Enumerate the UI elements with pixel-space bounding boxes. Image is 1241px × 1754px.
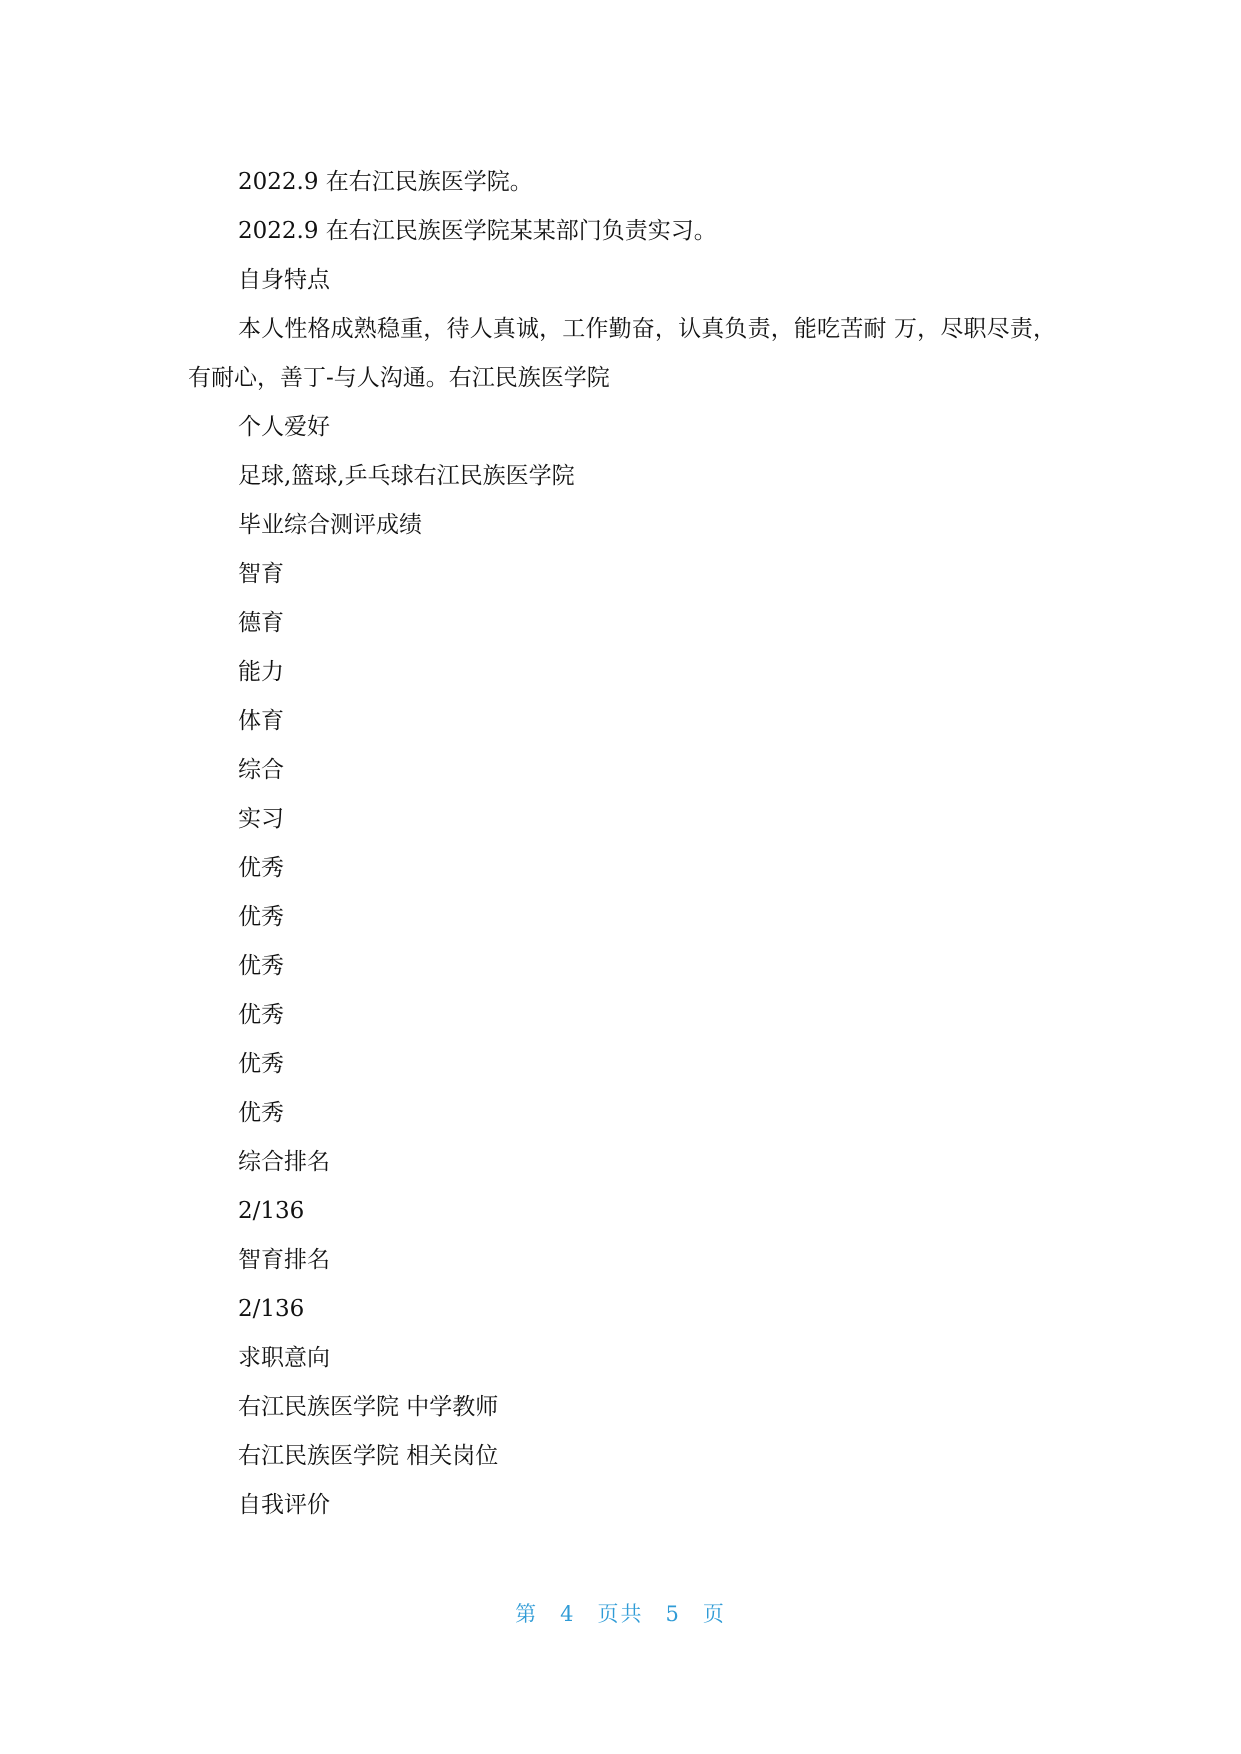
paragraph-hobbies: 足球,篮球,乒乓球右江民族医学院 [238, 463, 575, 489]
heading-hobbies: 个人爱好 [238, 414, 330, 440]
score-label-intellectual: 智育 [238, 561, 284, 587]
score-value: 优秀 [238, 953, 284, 979]
overall-rank-value: 2/136 [238, 1198, 305, 1224]
score-value: 优秀 [238, 1051, 284, 1077]
score-label-overall: 综合 [238, 757, 284, 783]
score-value: 优秀 [238, 855, 284, 881]
footer-prefix: 第 [515, 1602, 539, 1626]
document-body [188, 158, 1056, 1530]
paragraph-personal-traits: 本人性格成熟稳重，待人真诚，工作勤奋，认真负责，能吃苦耐 万，尽职尽责，有耐心，善丁-与人沟通。右江民族医学院 [188, 316, 1056, 391]
footer-current-page: 4 [560, 1602, 576, 1626]
heading-job-intention: 求职意向 [238, 1345, 330, 1371]
paragraph-internship-date: 2022.9 在右江民族医学院。 [238, 169, 533, 195]
footer-total-pages: 5 [665, 1602, 681, 1626]
intellectual-rank-value: 2/136 [238, 1296, 305, 1322]
score-label-internship: 实习 [238, 806, 284, 832]
score-label-moral: 德育 [238, 610, 284, 636]
score-label-ability: 能力 [238, 659, 284, 685]
page-footer [0, 1598, 1241, 1628]
paragraph-internship-detail: 2022.9 在右江民族医学院某某部门负责实习。 [238, 218, 717, 244]
footer-middle: 页共 [597, 1602, 644, 1626]
score-label-physical: 体育 [238, 708, 284, 734]
heading-personal-traits: 自身特点 [238, 267, 330, 293]
job-intention-item: 右江民族医学院 中学教师 [238, 1394, 499, 1420]
heading-intellectual-rank: 智育排名 [238, 1247, 330, 1273]
score-value: 优秀 [238, 1002, 284, 1028]
heading-evaluation-scores: 毕业综合测评成绩 [238, 512, 422, 538]
heading-overall-rank: 综合排名 [238, 1149, 330, 1175]
job-intention-item: 右江民族医学院 相关岗位 [238, 1443, 499, 1469]
heading-self-evaluation: 自我评价 [238, 1492, 330, 1518]
footer-suffix: 页 [702, 1602, 726, 1626]
score-value: 优秀 [238, 904, 284, 930]
score-value: 优秀 [238, 1100, 284, 1126]
